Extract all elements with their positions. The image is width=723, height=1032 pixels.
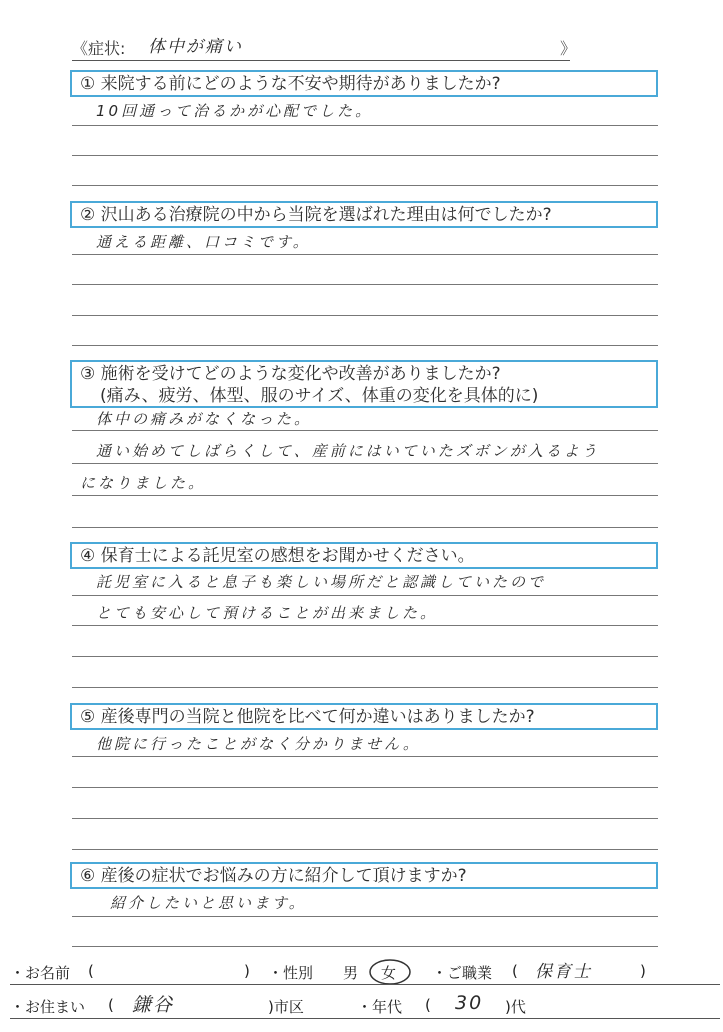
question-text: 産後の症状でお悩みの方に紹介して頂けますか? [100,866,467,886]
question-box-1 [70,70,658,97]
ruled-line [72,527,658,528]
ruled-line [72,185,658,186]
symptom-value: 体中が痛い [148,37,243,57]
ruled-line [72,787,658,788]
ruled-line [72,463,658,464]
question-text: 来院する前にどのような不安や期待がありましたか? [100,74,501,94]
question-box-3 [70,360,658,408]
name-close-paren: ) [244,962,250,980]
job-close-paren: ) [640,962,646,980]
ruled-line [72,818,658,819]
ruled-line [72,687,658,688]
answer-line: 体中の痛みがなくなった。 [96,410,313,428]
ruled-line [72,315,658,316]
question-text: 保育士による託児室の感想をお聞かせください。 [100,546,475,566]
answer-line: 10回通って治るかが心配でした。 [96,102,374,120]
footer-underline [10,1018,720,1019]
age-value: 30 [455,992,484,1014]
address-value: 鎌谷 [132,994,175,1016]
answer-line: 他院に行ったことがなく分かりません。 [96,735,421,753]
ruled-line [72,849,658,850]
ruled-line [72,125,658,126]
question-number: ③ [80,364,96,384]
ruled-line [72,625,658,626]
address-label: ・お住まい [10,998,86,1016]
ruled-line [72,495,658,496]
ruled-line [72,254,658,255]
address-open-paren: ( [108,996,114,1014]
ruled-line [72,756,658,757]
age-label: ・年代 [357,998,403,1016]
question-box-4 [70,542,658,569]
question-number: ② [80,205,96,225]
ruled-line [72,284,658,285]
answer-line: 通い始めてしばらくして、産前にはいていたズボンが入るよう [96,442,600,460]
question-number: ⑥ [80,866,96,886]
gender-label: ・性別 [268,964,314,982]
symptom-close-bracket: 》 [560,39,577,58]
answer-line: 託児室に入ると息子も楽しい場所だと認識していたので [96,573,547,591]
question-text: 施術を受けてどのような変化や改善がありましたか? [100,364,501,384]
footer-underline [10,984,720,985]
job-value: 保育士 [535,962,592,982]
ruled-line [72,595,658,596]
age-suffix: )代 [505,998,526,1016]
name-label: ・お名前 [10,964,71,982]
ruled-line [72,946,658,947]
address-suffix: )市区 [268,998,304,1016]
ruled-line [72,656,658,657]
age-open-paren: ( [425,996,431,1014]
gender-circle-mark [367,957,413,987]
question-box-6 [70,862,658,889]
name-open-paren: ( [88,962,94,980]
job-label: ・ご職業 [432,964,493,982]
ruled-line [72,345,658,346]
ruled-line [72,916,658,917]
question-subtext: (痛み、疲労、体型、服のサイズ、体重の変化を具体的に) [100,386,539,406]
question-text: 産後専門の当院と他院を比べて何か違いはありましたか? [100,707,535,727]
question-number: ④ [80,546,96,566]
job-open-paren: ( [512,962,518,980]
ruled-line [72,155,658,156]
answer-line: 紹介したいと思います。 [110,894,307,912]
gender-male: 男 [343,964,359,982]
gender-female: 女 [381,964,397,982]
symptom-label: 《症状: [72,39,126,58]
answer-line: 通える距離、口コミです。 [96,233,311,251]
answer-line: とても安心して預けることが出来ました。 [96,604,439,622]
question-text: 沢山ある治療院の中から当院を選ばれた理由は何でしたか? [100,205,552,225]
question-number: ① [80,74,96,94]
symptom-row [72,34,577,61]
ruled-line [72,430,658,431]
question-box-5 [70,703,658,730]
question-number: ⑤ [80,707,96,727]
question-box-2 [70,201,658,228]
answer-line: になりました。 [80,474,207,492]
